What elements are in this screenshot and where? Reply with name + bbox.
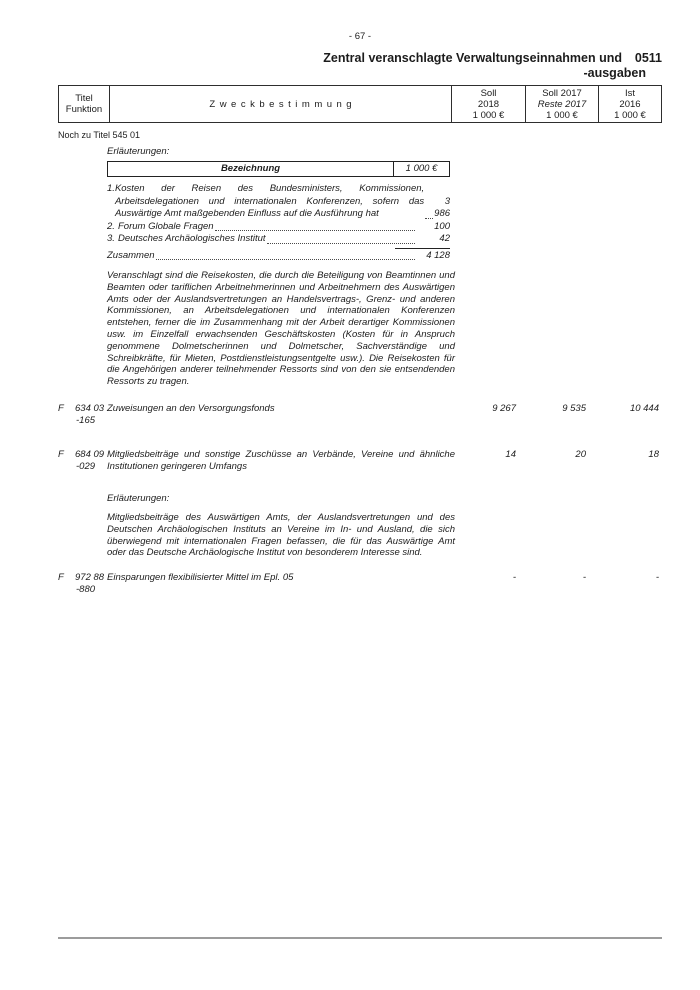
bezeichnung-value-column-label: 1 000 € xyxy=(405,163,438,174)
bezeichnung-column-label: Bezeichnung xyxy=(108,162,394,176)
soll-2018-line1: Soll xyxy=(480,87,497,99)
chapter-title xyxy=(58,51,662,81)
reste-2017-line: Reste 2017 xyxy=(537,98,587,110)
entry-funktion: -165 xyxy=(76,414,96,426)
chapter-title-line1 xyxy=(58,51,662,66)
column-soll-2017 xyxy=(525,86,598,122)
footer-divider-line xyxy=(58,937,662,939)
ist-2016-line1: Ist xyxy=(624,87,636,99)
budget-table-header xyxy=(58,85,662,123)
zusammen-label: Zusammen xyxy=(107,249,155,261)
zweckbestimmung-label: Zweckbestimmung xyxy=(209,98,357,110)
soll-2017-unit: 1 000 € xyxy=(546,109,578,121)
entry-ist-2016: 18 xyxy=(648,448,659,460)
zusammen-row xyxy=(107,250,450,263)
item-text: Kosten der Reisen des Bundesministers, Kommissionen, Arbeitsdelegationen und internationalen Konferenzen, sofern das Auswärtige Amt maßgebenden Einfluss auf die Ausführung hat xyxy=(114,183,425,219)
erlaeuterungen-label-2: Erläuterungen: xyxy=(107,492,170,504)
soll-2017-line1: Soll 2017 xyxy=(542,87,582,99)
titel-label: Titel xyxy=(75,93,93,104)
column-ist-2016 xyxy=(598,86,661,122)
item-value: 3 986 xyxy=(434,195,451,219)
ist-2016-unit: 1 000 € xyxy=(614,109,646,121)
entry-soll-2018: 9 267 xyxy=(492,402,516,414)
column-titel-funktion xyxy=(59,86,109,122)
entry-ist-2016: 10 444 xyxy=(629,402,659,414)
bezeichnung-table-header xyxy=(107,161,450,177)
entry-prefix: F xyxy=(58,402,64,414)
erlaeuterungen-paragraph-2: Mitgliedsbeiträge des Auswärtigen Amts, der Auslandsvertretungen und des Deutschen Archäologischen Instituts an Vereine im In- und Ausland, die sich überwiegend mit internationalen Fragen befassen, die für das Auswärtige Amt oder das Deutsche Archäologische Institut von besonderem Interesse sind. xyxy=(107,511,455,559)
erlaeuterungen-paragraph-1: Veranschlagt sind die Reisekosten, die durch die Beteiligung von Beamtinnen und Beamten oder tariflichen Arbeitnehmerinnen und Arbeitnehmern des Auswärtigen Amts oder der Auslandsvertretungen an Handelsvertrags-, Grenz- und anderen Kommissionen, an Arbeitsdelegationen und internationalen Konferenzen entstehen, ferner die im Zusammenhang mit der Arbeit derartiger Kommissionen usw. im Einzelfall erwachsenden Geschäftskosten (Kosten für in Anspruch genommene Dolmetscherinnen und Dolmetscher, Sachverständige und Schreibkräfte, für Mieten, Postdienstleistungsentgelte usw.). Die Reisekosten für die Angehörigen anderer teilnehmender Ressorts sind von den sie entsendenden Ressorts zu tragen. xyxy=(107,270,455,388)
dot-leader xyxy=(156,259,415,260)
zusammen-value: 4 128 xyxy=(426,249,450,261)
chapter-number: 0511 xyxy=(634,51,662,65)
list-item xyxy=(107,221,450,234)
budget-entry-684-09 xyxy=(58,449,662,473)
entry-titel: 684 09 xyxy=(75,448,105,460)
dot-leader xyxy=(215,230,415,231)
soll-2018-line2: 2018 xyxy=(477,98,500,110)
entry-soll-2017: 9 535 xyxy=(562,402,586,414)
budget-entry-634-03 xyxy=(58,403,662,427)
entry-prefix: F xyxy=(58,572,64,584)
entry-funktion: -880 xyxy=(76,584,96,596)
entry-zweckbestimmung: Mitgliedsbeiträge und sonstige Zuschüsse an Verbände, Vereine und ähnliche Institutionen geringeren Umfangs xyxy=(107,448,455,472)
item-number: 2. xyxy=(107,220,115,232)
funktion-label: Funktion xyxy=(65,104,103,115)
entry-zweckbestimmung: Zuweisungen an den Versorgungsfonds xyxy=(107,402,275,414)
bezeichnung-block xyxy=(107,161,450,262)
item-text: Forum Globale Fragen xyxy=(118,220,214,232)
dot-leader xyxy=(267,243,415,244)
sum-divider-line xyxy=(395,248,450,249)
list-item xyxy=(107,233,450,246)
noch-zu-titel-note: Noch zu Titel 545 01 xyxy=(58,130,141,140)
entry-titel: 634 03 xyxy=(75,402,105,414)
entry-soll-2017: - xyxy=(582,572,586,584)
entry-funktion: -029 xyxy=(76,460,96,472)
entry-titel: 972 88 xyxy=(75,572,105,584)
entry-zweckbestimmung: Einsparungen flexibilisierter Mittel im Epl. 05 xyxy=(107,572,294,584)
dot-leader xyxy=(425,218,433,219)
item-number: 1. xyxy=(107,183,115,194)
page-number: - 67 - xyxy=(348,31,372,42)
column-soll-2018 xyxy=(451,86,525,122)
item-value: 42 xyxy=(439,233,450,244)
budget-entry-972-88 xyxy=(58,572,662,596)
entry-ist-2016: - xyxy=(655,572,659,584)
entry-code xyxy=(58,572,107,596)
chapter-title-text: Zentral veranschlagte Verwaltungseinnahmen und xyxy=(323,51,622,65)
entry-soll-2018: 14 xyxy=(505,448,516,460)
entry-prefix: F xyxy=(58,448,64,460)
item-value: 100 xyxy=(434,220,450,232)
list-item xyxy=(107,183,450,221)
entry-code xyxy=(58,403,107,427)
item-text: Deutsches Archäologisches Institut xyxy=(118,233,266,244)
chapter-title-line2: -ausgaben xyxy=(583,66,646,80)
entry-soll-2017: 20 xyxy=(575,448,586,460)
item-number: 3. xyxy=(107,233,115,244)
soll-2018-unit: 1 000 € xyxy=(472,109,505,121)
erlaeuterungen-label-1: Erläuterungen: xyxy=(107,146,170,157)
column-zweckbestimmung xyxy=(109,86,451,122)
entry-soll-2018: - xyxy=(512,572,516,584)
bezeichnung-item-list xyxy=(107,183,450,246)
ist-2016-line2: 2016 xyxy=(619,98,641,110)
entry-code xyxy=(58,449,107,473)
